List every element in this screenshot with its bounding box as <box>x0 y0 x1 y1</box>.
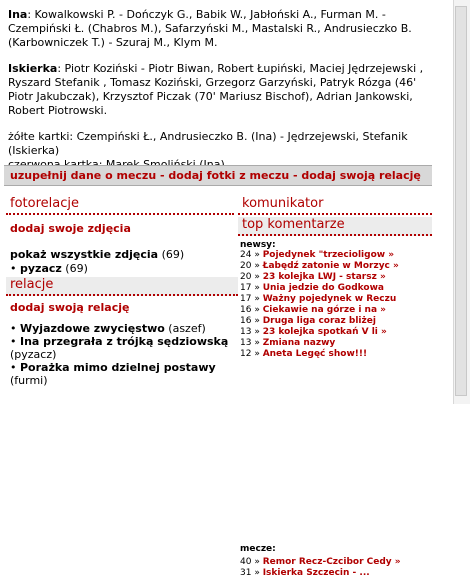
add-photos-button[interactable]: dodaj swoje zdjęcia <box>10 222 131 235</box>
comment-count: 24 <box>240 250 252 260</box>
comment-title[interactable]: Ważny pojedynek w Reczu <box>262 294 397 304</box>
yellow-cards: żółte kartki: Czempiński Ł., Andrusieczko B. (Ina) - Jędrzejewski, Stefanik (Iskierka) <box>8 130 408 157</box>
comment-count: 40 <box>240 557 252 567</box>
iskierka-label: Iskierka <box>8 62 58 75</box>
gallery-heading: fotorelacje <box>6 196 234 215</box>
ina-lineup <box>8 8 428 50</box>
comment-row[interactable]: 17 » Unia jedzie do Godkowa <box>240 283 384 293</box>
comment-title[interactable]: Remor Recz-Czcibor Cedy » <box>262 557 401 567</box>
comment-title[interactable]: Ciekawie na górze i na » <box>262 305 386 315</box>
comment-count: 20 <box>240 261 252 271</box>
comment-row[interactable]: 20 » 23 kolejka LWJ - starsz » <box>240 272 386 282</box>
iskierka-players: : Piotr Koziński - Piotr Biwan, Robert Łupiński, Maciej Jędrzejewski , Ryszard Stefanik , Tomasz Koziński, Grzegorz Garzyński, Patryk Rózga (46' Piotr Jakubczak), Krzysztof Piczak (70' Mariusz Bischof), Adrian Jankowski, Robert Piotrowski. <box>8 62 424 117</box>
match-comments-list <box>240 557 432 579</box>
comment-count: 17 <box>240 283 252 293</box>
separator: - <box>156 169 169 182</box>
iskierka-lineup <box>8 62 428 118</box>
comment-title[interactable]: Zmiana nazwy <box>262 338 336 348</box>
right-column <box>238 196 432 578</box>
matches-label: mecze: <box>240 544 276 554</box>
left-column <box>6 196 234 387</box>
comment-title[interactable]: Unia jedzie do Godkowa <box>262 283 384 293</box>
comment-row[interactable]: 40 » Remor Recz-Czcibor Cedy » <box>240 557 401 567</box>
gallery-author[interactable]: pyzacz <box>20 262 62 275</box>
lineups <box>8 8 428 172</box>
comment-title[interactable]: Druga liga coraz bliżej <box>262 316 376 326</box>
report-title[interactable]: Ina przegrała z trójką sędziowską <box>20 335 229 348</box>
news-comments-list <box>240 250 432 360</box>
gallery-item[interactable]: • pyzacz (69) <box>10 262 88 275</box>
comment-title[interactable]: Pojedynek "trzecioligow » <box>262 250 395 260</box>
comment-row[interactable]: 16 » Druga liga coraz bliżej <box>240 316 376 326</box>
add-photos-link[interactable]: dodaj fotki z meczu <box>168 169 290 182</box>
report-item[interactable]: • Wyjazdowe zwycięstwo (aszef) <box>10 322 206 335</box>
scrollbar-thumb[interactable] <box>455 6 467 396</box>
show-all-photos-label[interactable]: pokaż wszystkie zdjęcia <box>10 248 159 261</box>
comment-count: 13 <box>240 327 252 337</box>
action-links <box>10 169 421 182</box>
comment-row[interactable]: 13 » 23 kolejka spotkań V li » <box>240 327 387 337</box>
comment-row[interactable]: 16 » Ciekawie na górze i na » <box>240 305 386 315</box>
reports-heading: relacje <box>6 277 238 296</box>
comment-row[interactable]: 13 » Zmiana nazwy <box>240 338 336 348</box>
ina-players: : Kowalkowski P. - Dończyk G., Babik W., Jabłoński A., Furman M. - Czempiński Ł. (Chabros M.), Safarzyński M., Mastalski R., Andrusieczko B. (Karbowniczek T.) - Szuraj M., Klym M. <box>8 8 412 49</box>
comment-count: 31 <box>240 568 252 578</box>
gallery-count: (69) <box>65 262 88 275</box>
comment-title[interactable]: 23 kolejka LWJ - starsz » <box>262 272 386 282</box>
report-title[interactable]: Wyjazdowe zwycięstwo <box>20 322 165 335</box>
comment-count: 16 <box>240 305 252 315</box>
comment-title[interactable]: Aneta Legęć show!!! <box>262 349 368 359</box>
show-all-photos[interactable] <box>10 248 184 261</box>
complete-match-link[interactable]: uzupełnij dane o meczu <box>10 169 157 182</box>
comment-row[interactable]: 12 » Aneta Legęć show!!! <box>240 349 368 359</box>
match-action-bar <box>4 165 432 186</box>
comment-count: 20 <box>240 272 252 282</box>
comment-title[interactable]: 23 kolejka spotkań V li » <box>262 327 387 337</box>
comment-row[interactable]: 17 » Ważny pojedynek w Reczu <box>240 294 397 304</box>
comment-row[interactable]: 24 » Pojedynek "trzecioligow » <box>240 250 395 260</box>
separator: - <box>289 169 302 182</box>
news-label: newsy: <box>240 240 276 250</box>
add-report-button[interactable]: dodaj swoją relację <box>10 301 130 314</box>
report-item[interactable]: • Ina przegrała z trójką sędziowską (pyzacz) <box>10 335 229 361</box>
comment-title[interactable]: Iskierka Szczecin - ... <box>262 568 370 578</box>
report-author: (pyzacz) <box>10 348 57 361</box>
report-title[interactable]: Porażka mimo dzielnej postawy <box>20 361 216 374</box>
scrollbar[interactable] <box>437 0 475 404</box>
comment-count: 16 <box>240 316 252 326</box>
reports-list <box>10 322 234 387</box>
comment-count: 13 <box>240 338 252 348</box>
show-all-photos-count: (69) <box>161 248 185 261</box>
top-comments-heading: top komentarze <box>238 217 432 236</box>
comment-count: 17 <box>240 294 252 304</box>
comment-row[interactable]: 20 » Łabędź zatonie w Morzyc » <box>240 261 399 271</box>
ina-label: Ina <box>8 8 28 21</box>
comment-title[interactable]: Łabędź zatonie w Morzyc » <box>262 261 399 271</box>
comment-row[interactable]: 31 » Iskierka Szczecin - ... <box>240 568 370 578</box>
report-item[interactable]: • Porażka mimo dzielnej postawy (furmi) <box>10 361 216 387</box>
communicator-heading: komunikator <box>238 196 432 215</box>
report-author: (furmi) <box>10 374 48 387</box>
report-author: (aszef) <box>168 322 206 335</box>
comment-count: 12 <box>240 349 252 359</box>
add-report-link[interactable]: dodaj swoją relację <box>301 169 421 182</box>
